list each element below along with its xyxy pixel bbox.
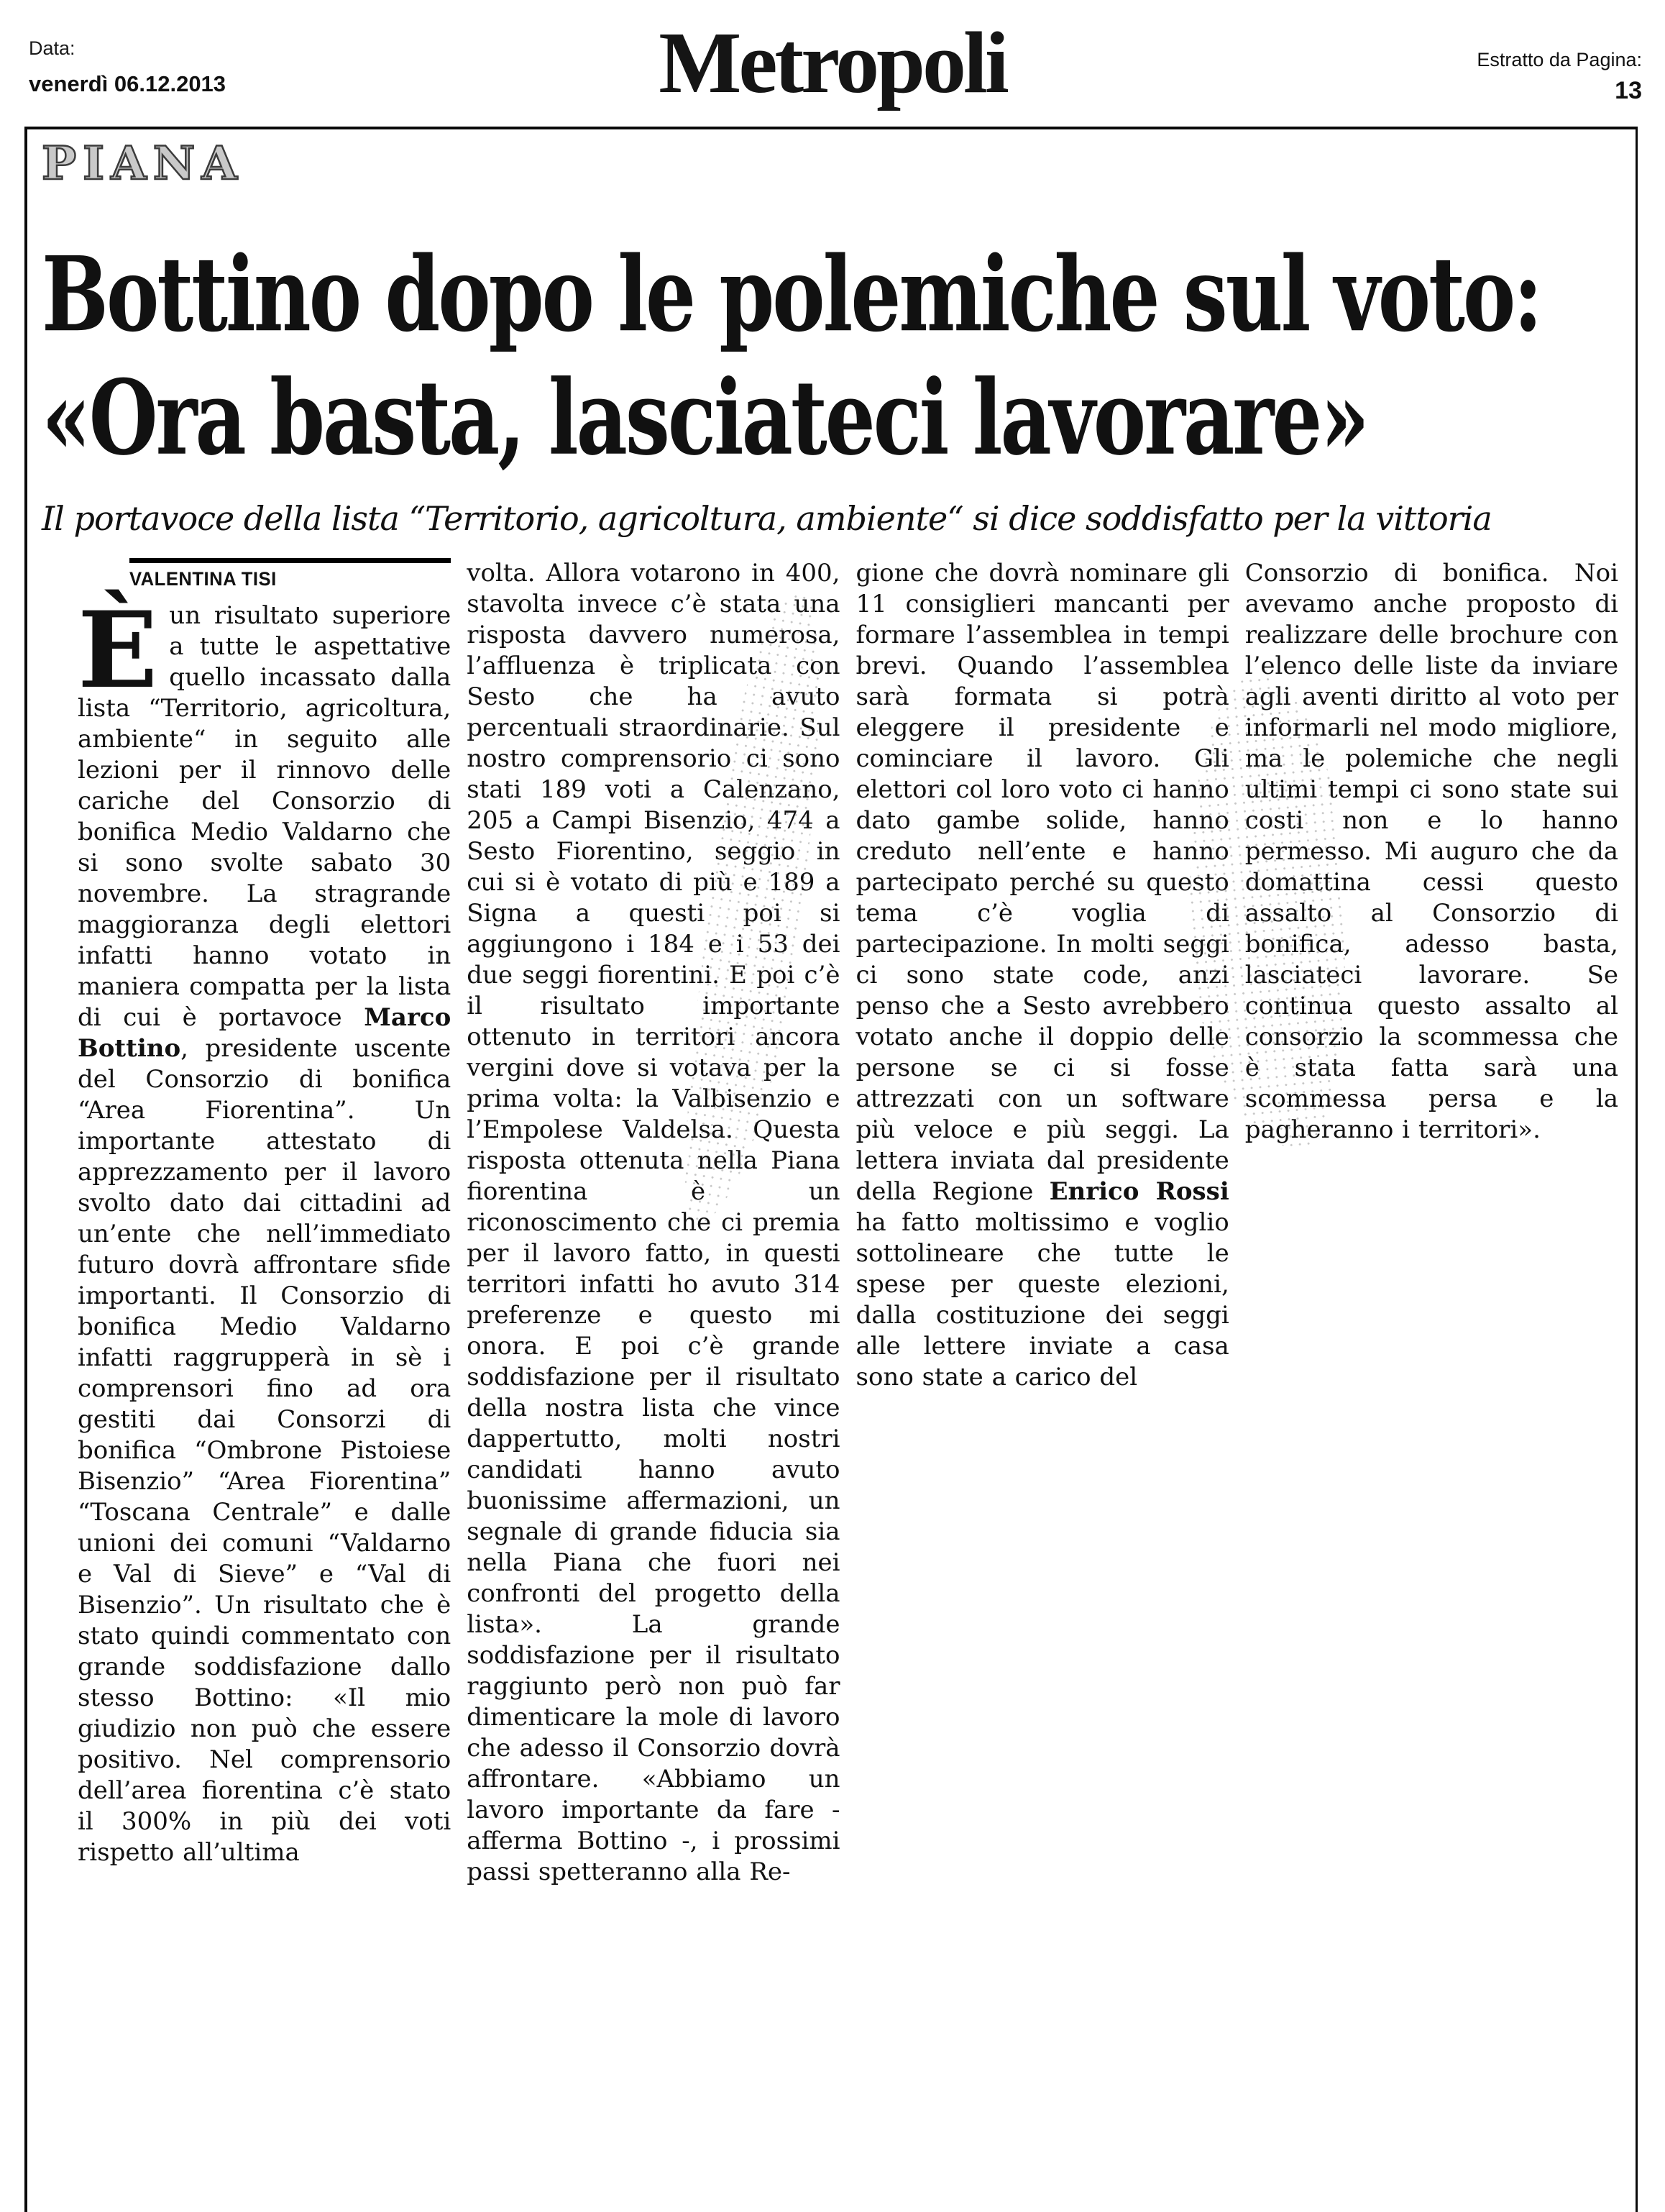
column-3 — [856, 558, 1229, 1888]
column-1 — [78, 558, 451, 1888]
article-columns — [42, 558, 1625, 1888]
subhead: Il portavoce della lista “Territorio, agricoltura, ambiente“ si dice soddisfatto per la vittoria — [42, 499, 1492, 538]
drop-cap: È — [78, 589, 158, 712]
headline-line-1: Bottino dopo le polemiche sul voto: — [42, 234, 1541, 355]
column-4 — [1245, 558, 1618, 1888]
column-1-text-post: , presidente uscente del Consorzio di bonifica “Area Fiorentina”. Un importante attestato di apprezzamento per il lavoro svolto dato dai cittadini ad un’ente che nell’immediato futuro dovrà affrontare sfide importanti. Il Consorzio di bonifica Medio Valdarno infatti raggrupperà in sè i comprensori fino ad ora gestiti dai Consorzi di bonifica “Ombrone Pistoiese Bisenzio” “Area Fiorentina” “Toscana Centrale” e dalle unioni dei comuni “Valdarno e Val di Sieve” e “Val di Bisenzio”. Un risultato che è stato quindi commentato con grande soddisfazione dallo stesso Bottino: «Il mio giudizio non può che essere positivo. Nel comprensorio dell’area fiorentina c’è stato il 300% in più dei voti rispetto all’ultima — [78, 1034, 451, 1867]
column-3-text — [856, 558, 1229, 1393]
headline — [42, 233, 1625, 483]
headline-line-2: «Ora basta, lasciateci lavorare» — [42, 357, 1368, 478]
column-1-text — [78, 589, 451, 1868]
masthead: Metropoli — [659, 14, 1006, 111]
page-number: 13 — [1615, 77, 1642, 104]
column-2-text: volta. Allora votarono in 400, stavolta invece c’è stata una risposta davvero numerosa, l’affluenza è triplicata con Sesto che ha avuto percentuali straordinarie. Sul nostro comprensorio ci sono stati 189 voti a Calenzano, 205 a Campi Bisenzio, 474 a Sesto Fiorentino, seggio in cui si è votato di più e 189 a Signa a questi poi si aggiungono i 184 e i 53 dei due seggi fiorentini. E poi c’è il risultato importante ottenuto in territori ancora vergini dove si votava per la prima volta: la Valbisenzio e l’Empolese Valdelsa. Questa risposta ottenuta nella Piana fiorentina è un riconoscimento che ci premia per il lavoro fatto, in questi territori infatti ho avuto 314 preferenze e questo mi onora. E poi c’è grande soddisfazione per il risultato della nostra lista che vince dappertutto, molti nostri candidati hanno avuto buonissime affermazioni, un segnale di grande fiducia sia nella Piana che fuori nei confronti del progetto della lista». La grande soddisfazione per il risultato raggiunto però non può far dimenticare la mole di lavoro che adesso il Consorzio dovrà affrontare. «Abbiamo un lavoro importante da fare - afferma Bottino -, i prossimi passi spetteranno alla Re- — [467, 559, 840, 1886]
column-3-text-pre: gione che dovrà nominare gli 11 consiglieri mancanti per formare l’assemblea in tempi brevi. Quando l’assemblea sarà formata si potrà eleggere il presidente e cominciare il lavoro. Gli elettori col loro voto ci hanno dato gambe solide, hanno creduto nell’ente e hanno partecipato perché su questo tema c’è voglia di partecipazione. In molti seggi ci sono state code, anzi penso che a Sesto avrebbero votato anche il doppio delle persone se ci si fosse attrezzati con un software più veloce e più seggi. La lettera inviata dal presidente della Regione — [856, 559, 1229, 1206]
extract-page-label: Estratto da Pagina: — [1477, 49, 1642, 70]
byline-rule — [129, 558, 451, 563]
date-value: venerdì 06.12.2013 — [29, 71, 226, 96]
page-extract-block — [1477, 49, 1642, 105]
kicker: PIANA — [42, 137, 244, 191]
column-2 — [467, 558, 840, 1888]
byline-block — [129, 558, 451, 590]
byline: VALENTINA TISI — [129, 568, 277, 590]
bold-name-marco-bottino: Marco Bottino — [78, 1003, 451, 1063]
bold-name-enrico-rossi: Enrico Rossi — [1049, 1177, 1229, 1206]
date-label: Data: — [29, 37, 75, 59]
column-4-text: Consorzio di bonifica. Noi avevamo anche proposto di realizzare delle brochure con l’elenco delle liste da inviare agli aventi diritto al voto per informarli nel modo migliore, ma le polemiche che negli ultimi tempi ci sono state sui costi non e lo hanno permesso. Mi auguro che da domattina cessi questo assalto al Consorzio di bonifica, adesso basta, lasciateci lavorare. Se continua questo assalto al consorzio la scommessa che è stata fatta sarà una scommessa persa e la pagheranno i territori». — [1244, 559, 1618, 1144]
column-3-text-post: ha fatto moltissimo e voglio sottolineare che tutte le spese per queste elezioni, dalla costituzione dei seggi alle lettere inviate a casa sono state a carico del — [856, 1208, 1229, 1391]
column-1-text-pre: un risultato superiore a tutte le aspettative quello incassato dalla lista “Territorio, agricoltura, ambiente“ in seguito alle lezioni per il rinnovo delle cariche del Consorzio di bonifica Medio Valdarno che si sono svolte sabato 30 novembre. La stragrande maggioranza degli elettori infatti hanno votato in maniera compatta per la lista di cui è portavoce — [78, 601, 451, 1032]
article-box — [24, 127, 1638, 2212]
